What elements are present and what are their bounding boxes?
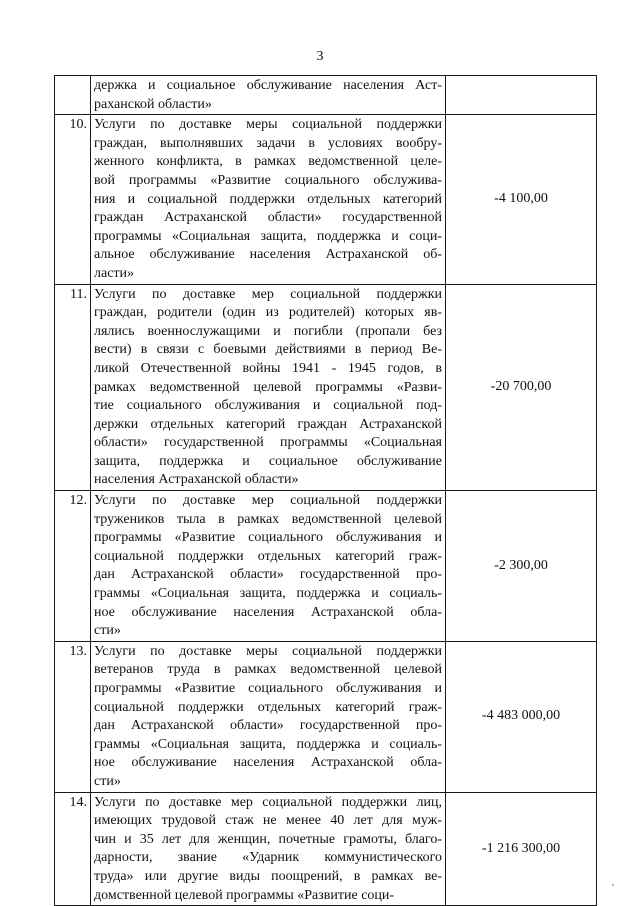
- row-number: 14.: [55, 792, 91, 906]
- description-line: граммы «Социальная защита, поддержка и социаль-: [94, 586, 442, 602]
- description-line: вой программы «Развитие социального обслужива-: [94, 172, 442, 188]
- description-line: держка и социальное обслуживание населения Аст-: [94, 78, 442, 93]
- row-description: [91, 792, 446, 906]
- budget-table: [54, 75, 597, 906]
- description-line: защита, поддержка и социальное обслуживание: [94, 453, 442, 469]
- description-line: программы «Развитие социального обслуживания и: [94, 681, 442, 696]
- description-line: граждан, выполнявших задачи в условиях вообру-: [94, 135, 442, 151]
- description-line: Услуги по доставке мер социальной поддержки: [94, 286, 442, 302]
- description-line: труда» или другие виды поощрений, в рамках ве-: [94, 868, 442, 884]
- row-description: [91, 641, 446, 792]
- description-line: граждан, родители (один из родителей) которых яв-: [94, 305, 442, 321]
- description-line: домственной целевой программы «Развитие соци-: [94, 887, 395, 903]
- description-line: ласти»: [94, 265, 135, 281]
- description-line: раханской области»: [94, 96, 212, 112]
- description-line: ное обслуживание населения Астраханской обла-: [94, 755, 442, 771]
- description-line: Услуги по доставке мер социальной поддержки лиц,: [94, 794, 442, 810]
- table-row: [55, 641, 597, 792]
- description-line: дан Астраханской области» государственной про-: [94, 567, 442, 583]
- row-number: 10.: [55, 115, 91, 284]
- description-line: ветеранов труда в рамках ведомственной целевой: [94, 662, 442, 678]
- description-line: лялись военнослужащими и погибли (пропали без: [94, 323, 442, 339]
- description-line: населения Астраханской области»: [94, 472, 299, 488]
- description-line: Услуги по доставке мер социальной поддержки: [94, 493, 442, 509]
- description-line: чин и 35 лет для женщин, почетные грамоты, благо-: [94, 831, 442, 847]
- description-line: программы «Социальная защита, поддержка и соци-: [94, 228, 442, 244]
- row-number: [55, 76, 91, 115]
- description-line: области» государственной программы «Социальная: [94, 435, 442, 451]
- row-description: [91, 76, 446, 115]
- table-row: [55, 491, 597, 642]
- description-line: социальной поддержки отдельных категорий граж-: [94, 699, 442, 715]
- description-line: вести) в связи с боевыми действиями в период Ве-: [94, 342, 442, 358]
- page-number: 3: [316, 49, 324, 64]
- description-line: сти»: [94, 773, 121, 789]
- table-row: [55, 76, 597, 115]
- row-amount: -4 483 000,00: [446, 641, 597, 792]
- row-number: 13.: [55, 641, 91, 792]
- row-number: 12.: [55, 491, 91, 642]
- row-number: 11.: [55, 284, 91, 491]
- description-line: женного конфликта, в рамках ведомственной целе-: [94, 154, 442, 170]
- description-line: ликой Отечественной войны 1941 - 1945 годов, в: [94, 360, 442, 376]
- description-line: рамках ведомственной целевой программы «Разви-: [94, 379, 442, 395]
- description-line: сти»: [94, 623, 121, 639]
- row-description: [91, 115, 446, 284]
- row-amount: -20 700,00: [446, 284, 597, 491]
- row-description: [91, 284, 446, 491]
- description-line: ное обслуживание населения Астраханской обла-: [94, 604, 442, 620]
- row-amount: -4 100,00: [446, 115, 597, 284]
- description-line: дан Астраханской области» государственной про-: [94, 718, 442, 734]
- description-line: Услуги по доставке меры социальной поддержки: [94, 117, 442, 133]
- description-line: держки отдельных категорий граждан Астраханской: [94, 416, 442, 432]
- description-line: программы «Развитие социального обслуживания и: [94, 530, 442, 546]
- row-amount: -1 216 300,00: [446, 792, 597, 906]
- table-row: [55, 115, 597, 284]
- row-amount: -2 300,00: [446, 491, 597, 642]
- description-line: тие социального обслуживания и социальной под-: [94, 398, 442, 414]
- description-line: социальной поддержки отдельных категорий граж-: [94, 548, 442, 564]
- row-amount: [446, 76, 597, 115]
- description-line: ния и социальной поддержки отдельных категорий: [94, 191, 442, 207]
- table-body: [55, 76, 597, 906]
- description-line: тружеников тыла в рамках ведомственной целевой: [94, 511, 442, 527]
- table-row: [55, 284, 597, 491]
- row-description: [91, 491, 446, 642]
- description-line: граждан Астраханской области» государственной: [94, 210, 442, 226]
- scan-speck: [612, 884, 614, 886]
- description-line: имеющих трудовой стаж не менее 40 лет для муж-: [94, 813, 442, 829]
- table-row: [55, 792, 597, 906]
- description-line: граммы «Социальная защита, поддержка и социаль-: [94, 736, 442, 752]
- description-line: Услуги по доставке меры социальной поддержки: [94, 643, 442, 659]
- description-line: альное обслуживание населения Астраханской об-: [94, 247, 442, 263]
- description-line: дарности, звание «Ударник коммунистического: [94, 850, 442, 866]
